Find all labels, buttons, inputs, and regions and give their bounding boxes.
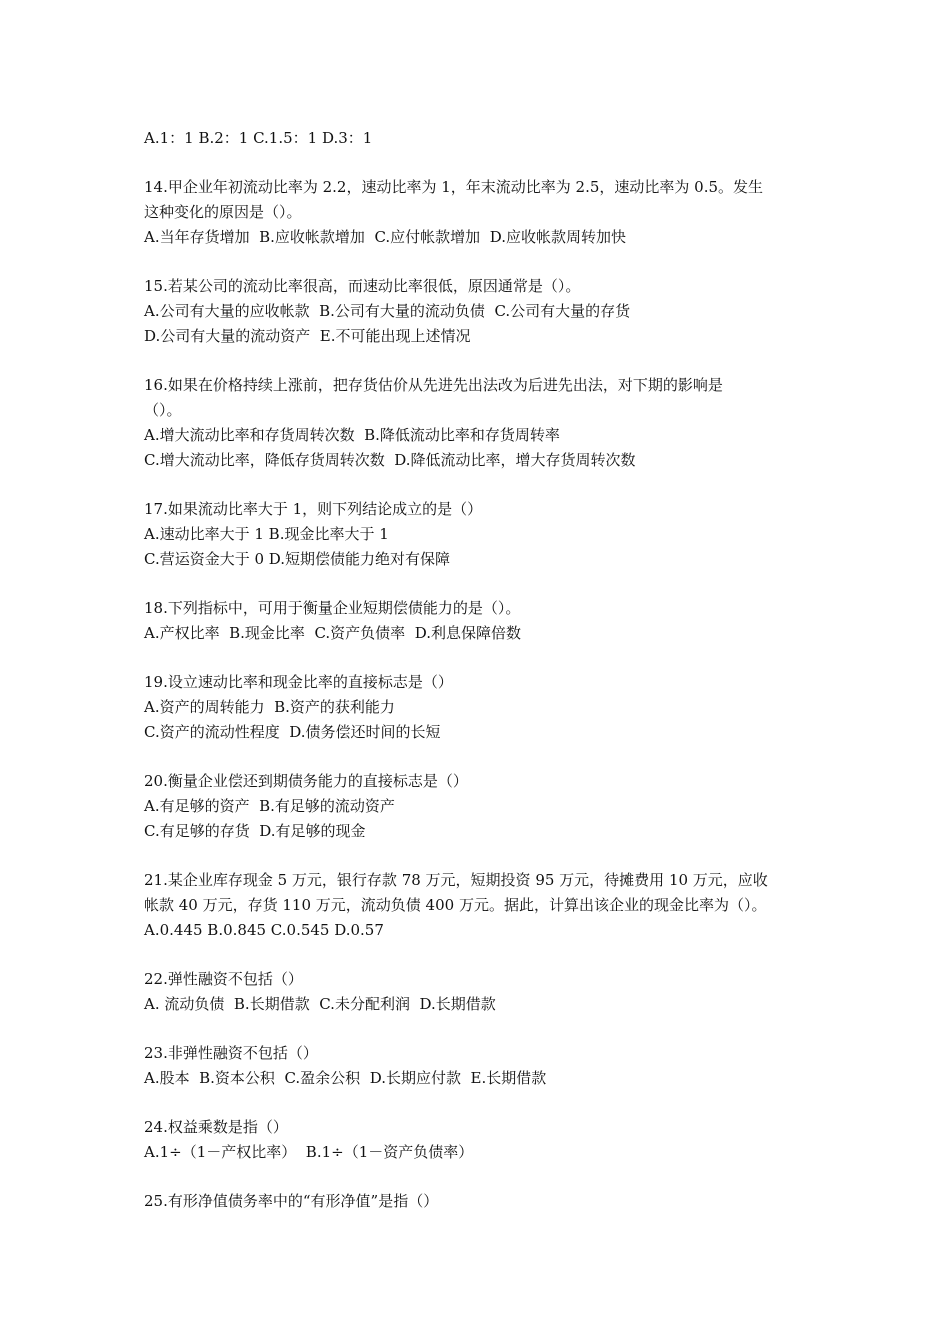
paragraph-gap [144, 1165, 824, 1189]
question-stem-line: 17.如果流动比率大于 1，则下列结论成立的是（） [144, 500, 483, 518]
option-line: A.产权比率 B.现金比率 C.资产负债率 D.利息保障倍数 [144, 624, 521, 642]
question-22 [144, 967, 824, 1017]
option-line: A.1：1 B.2：1 C.1.5：1 D.3：1 [144, 129, 373, 147]
question-stem-line: 19.设立速动比率和现金比率的直接标志是（） [144, 673, 453, 691]
option-line: A.增大流动比率和存货周转次数 B.降低流动比率和存货周转率 [144, 426, 560, 444]
option-line: C.营运资金大于 0 D.短期偿债能力绝对有保障 [144, 550, 451, 568]
question-stem-line: 14.甲企业年初流动比率为 2.2，速动比率为 1，年末流动比率为 2.5，速动比率为 0.5。发生 [144, 178, 764, 196]
option-line: A.1÷（1－产权比率） B.1÷（1－资产负债率） [144, 1143, 474, 1161]
option-line: A.资产的周转能力 B.资产的获利能力 [144, 698, 395, 716]
question-stem-line: 20.衡量企业偿还到期债务能力的直接标志是（） [144, 772, 468, 790]
option-line: A.0.445 B.0.845 C.0.545 D.0.57 [144, 921, 384, 939]
question-stem-line: 16.如果在价格持续上涨前，把存货估价从先进先出法改为后进先出法，对下期的影响是 [144, 376, 723, 394]
paragraph-gap [144, 1091, 824, 1115]
question-15 [144, 274, 824, 349]
question-16 [144, 373, 824, 473]
option-line: D.公司有大量的流动资产 E.不可能出现上述情况 [144, 327, 471, 345]
question-stem-line: 这种变化的原因是（）。 [144, 203, 302, 221]
paragraph-gap [144, 943, 824, 967]
question-stem-line: 帐款 40 万元，存货 110 万元，流动负债 400 万元。据此，计算出该企业的现金比率为（）。 [144, 896, 767, 914]
option-line: C.增大流动比率，降低存货周转次数 D.降低流动比率，增大存货周转次数 [144, 451, 636, 469]
question-21 [144, 868, 824, 943]
paragraph-gap [144, 646, 824, 670]
question-stem-line: 18.下列指标中，可用于衡量企业短期偿债能力的是（）。 [144, 599, 521, 617]
intro-options [144, 126, 824, 151]
option-line: A.公司有大量的应收帐款 B.公司有大量的流动负债 C.公司有大量的存货 [144, 302, 631, 320]
question-23 [144, 1041, 824, 1091]
question-17 [144, 497, 824, 572]
option-line: A. 流动负债 B.长期借款 C.未分配利润 D.长期借款 [144, 995, 496, 1013]
question-stem-line: 22.弹性融资不包括（） [144, 970, 303, 988]
option-line: C.资产的流动性程度 D.债务偿还时间的长短 [144, 723, 441, 741]
question-18 [144, 596, 824, 646]
question-24 [144, 1115, 824, 1165]
paragraph-gap [144, 1017, 824, 1041]
question-stem-line: 21.某企业库存现金 5 万元，银行存款 78 万元，短期投资 95 万元，待摊费用 10 万元，应收 [144, 871, 768, 889]
document-page [144, 126, 824, 1214]
paragraph-gap [144, 844, 824, 868]
option-line: A.有足够的资产 B.有足够的流动资产 [144, 797, 395, 815]
option-line: A.当年存货增加 B.应收帐款增加 C.应付帐款增加 D.应收帐款周转加快 [144, 228, 626, 246]
paragraph-gap [144, 745, 824, 769]
question-20 [144, 769, 824, 844]
paragraph-gap [144, 250, 824, 274]
paragraph-gap [144, 151, 824, 175]
question-25 [144, 1189, 824, 1214]
option-line: A.速动比率大于 1 B.现金比率大于 1 [144, 525, 389, 543]
question-19 [144, 670, 824, 745]
paragraph-gap [144, 473, 824, 497]
question-14 [144, 175, 824, 250]
question-stem-line: 15.若某公司的流动比率很高，而速动比率很低，原因通常是（）。 [144, 277, 581, 295]
question-stem-line: 24.权益乘数是指（） [144, 1118, 288, 1136]
question-stem-line: 23.非弹性融资不包括（） [144, 1044, 318, 1062]
paragraph-gap [144, 349, 824, 373]
question-stem-line: （）。 [144, 401, 182, 419]
paragraph-gap [144, 572, 824, 596]
question-stem-line: 25.有形净值债务率中的“有形净值”是指（） [144, 1192, 439, 1210]
option-line: A.股本 B.资本公积 C.盈余公积 D.长期应付款 E.长期借款 [144, 1069, 547, 1087]
option-line: C.有足够的存货 D.有足够的现金 [144, 822, 366, 840]
